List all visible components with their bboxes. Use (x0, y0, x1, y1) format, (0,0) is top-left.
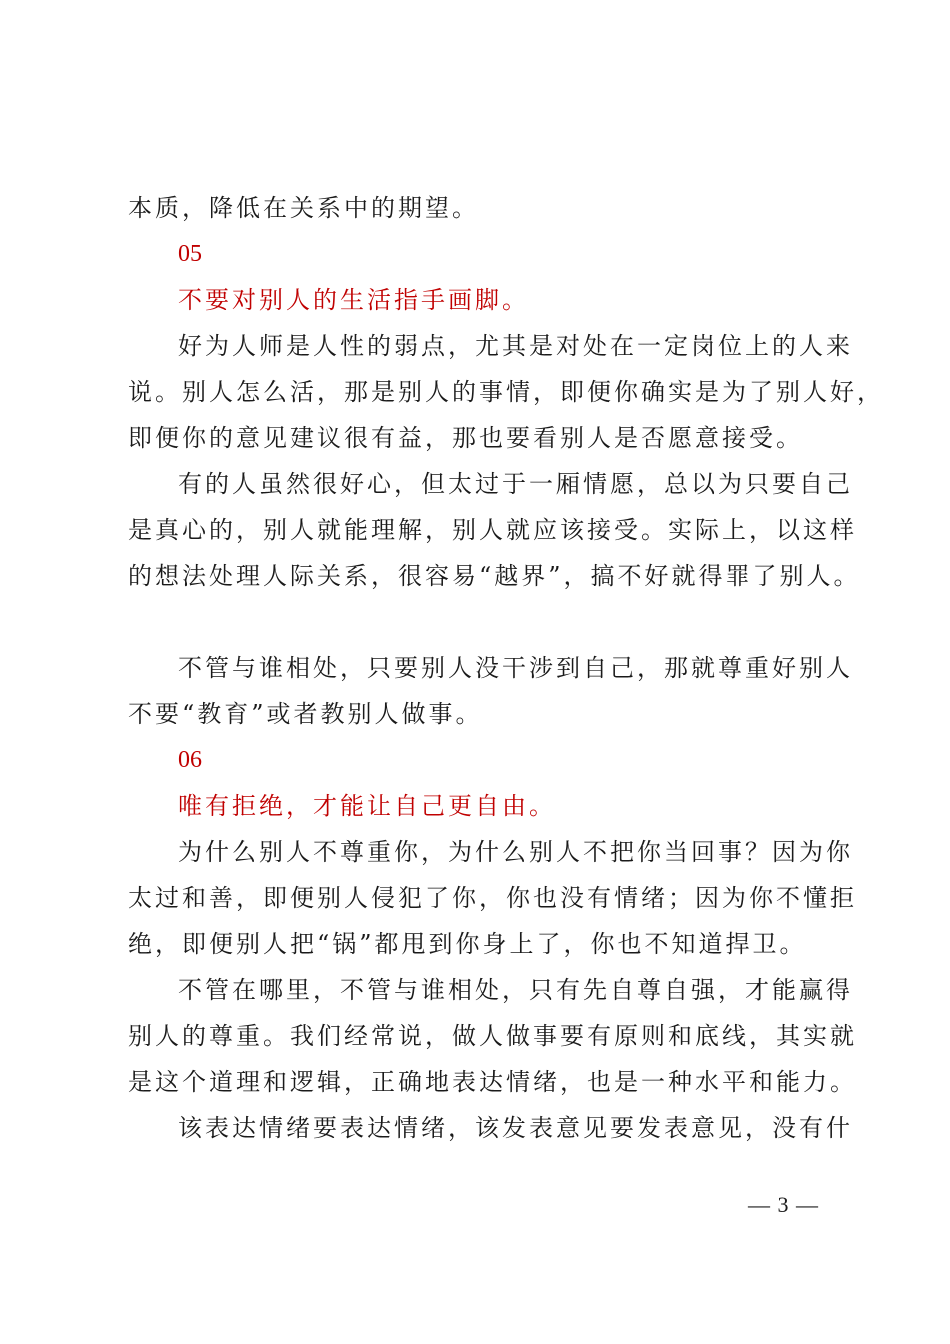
paragraph-line: 太过和善，即便别人侵犯了你，你也没有情绪；因为你不懂拒 (128, 884, 857, 912)
paragraph-line: 是这个道理和逻辑，正确地表达情绪，也是一种水平和能力。 (128, 1068, 857, 1096)
paragraph-line: 不管与谁相处，只要别人没干涉到自己，那就尊重好别人 (178, 654, 853, 682)
section-heading: 不要对别人的生活指手画脚。 (178, 286, 529, 314)
paragraph-line: 不管在哪里，不管与谁相处，只有先自尊自强，才能赢得 (178, 976, 853, 1004)
paragraph-line: 为什么别人不尊重你，为什么别人不把你当回事？因为你 (178, 838, 853, 866)
paragraph-line: 即便你的意见建议很有益，那也要看别人是否愿意接受。 (128, 424, 803, 452)
paragraph-line: 是真心的，别人就能理解，别人就应该接受。实际上，以这样 (128, 516, 857, 544)
paragraph-line: 该表达情绪要表达情绪，该发表意见要发表意见，没有什 (178, 1114, 853, 1142)
paragraph-line: 不要“教育”或者教别人做事。 (128, 700, 483, 728)
paragraph-line: 好为人师是人性的弱点，尤其是对处在一定岗位上的人来 (178, 332, 853, 360)
paragraph-line: 绝，即便别人把“锅”都甩到你身上了，你也不知道捍卫。 (128, 930, 807, 958)
page-number: — 3 — (748, 1192, 819, 1217)
paragraph-line: 本质，降低在关系中的期望。 (128, 194, 479, 222)
section-number: 06 (178, 747, 202, 773)
paragraph-line: 别人的尊重。我们经常说，做人做事要有原则和底线，其实就 (128, 1022, 857, 1050)
paragraph-line: 说。别人怎么活，那是别人的事情，即便你确实是为了别人好， (128, 378, 884, 406)
paragraph-line: 有的人虽然很好心，但太过于一厢情愿，总以为只要自己 (178, 470, 853, 498)
section-heading: 唯有拒绝，才能让自己更自由。 (178, 792, 556, 820)
paragraph-line: 的想法处理人际关系，很容易“越界”，搞不好就得罪了别人。 (128, 562, 861, 590)
section-number: 05 (178, 241, 202, 267)
